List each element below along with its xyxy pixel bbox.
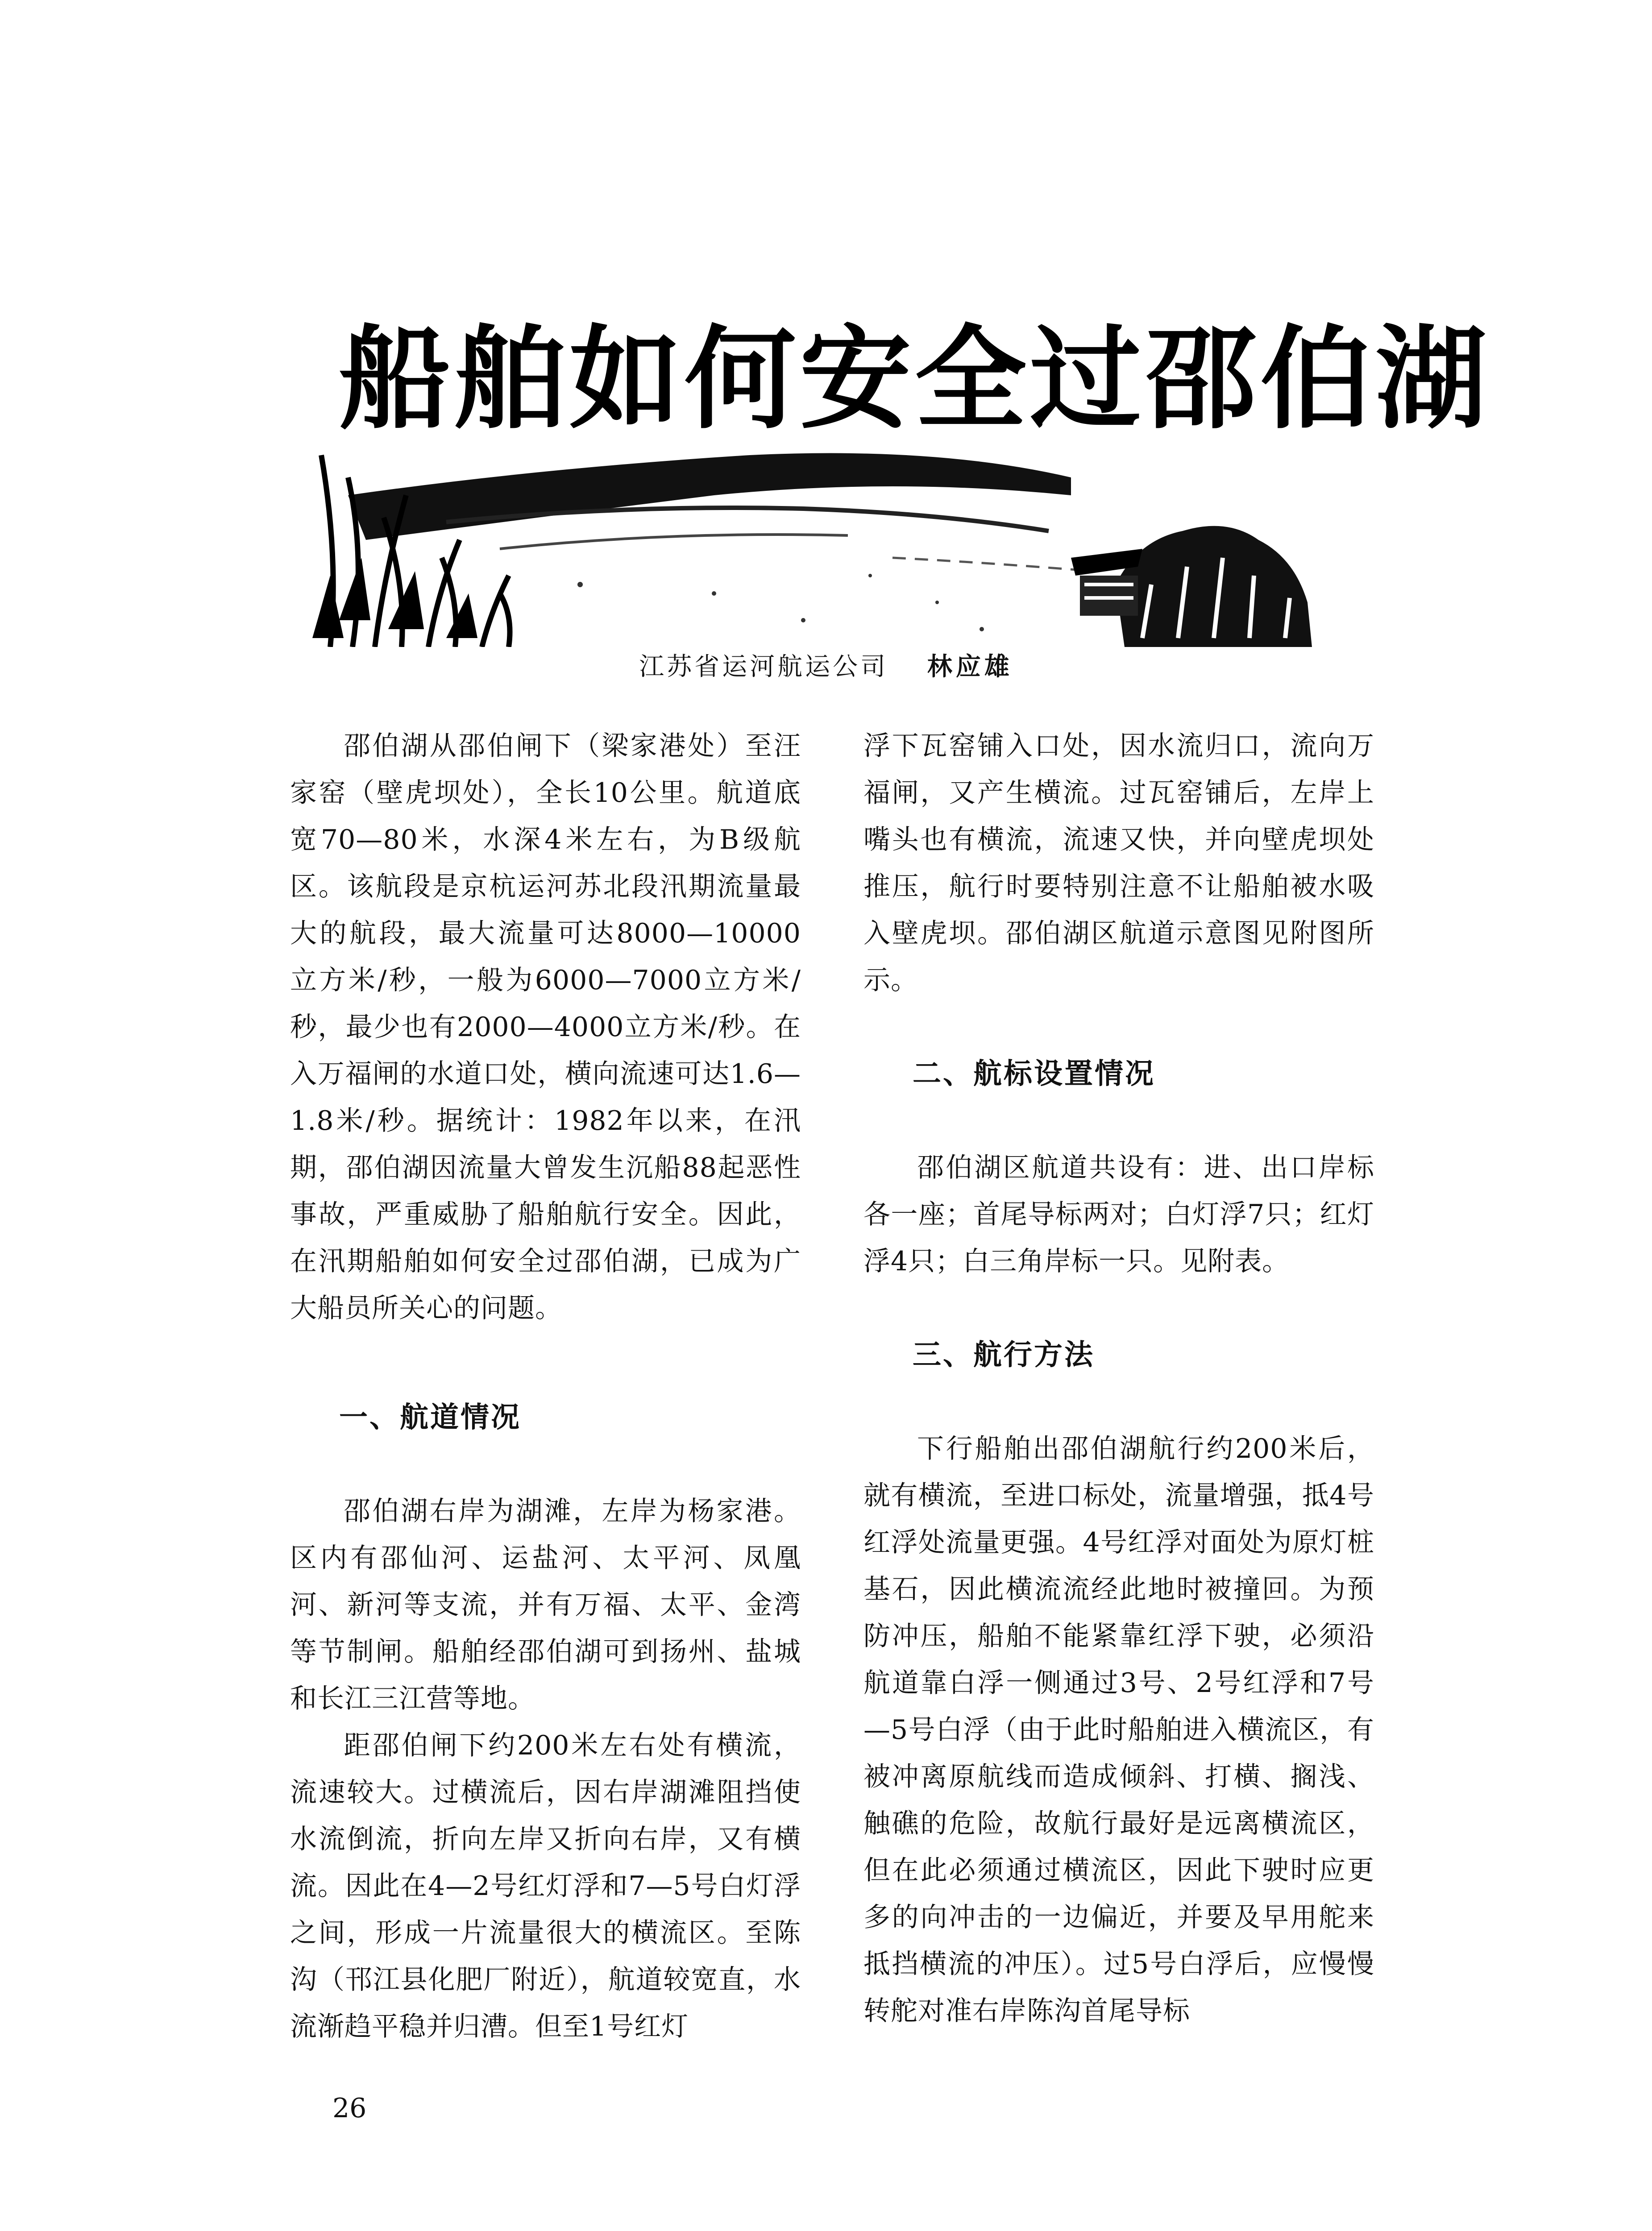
- right-column: [863, 723, 1374, 2035]
- paragraph: 邵伯湖右岸为湖滩，左岸为杨家港。区内有邵仙河、运盐河、太平河、凤凰河、新河等支流，并有万福、太平、金湾等节制闸。船舶经邵伯湖可到扬州、盐城和长江三江营等地。: [290, 1496, 801, 1714]
- byline: [0, 649, 1652, 685]
- author-name: 林应雄: [927, 652, 1013, 681]
- left-column: [290, 723, 801, 2050]
- section-heading: 三、航行方法: [913, 1339, 1095, 1372]
- paragraph: 下行船舶出邵伯湖航行约200米后，就有横流，至进口标处，流量增强，抵4号红浮处流量更强。4号红浮对面处为原灯桩基石，因此横流流经此地时被撞回。为预防冲压，船舶不能紧靠红浮下驶，必须沿航道靠白浮一侧通过3号、2号红浮和7号—5号白浮（由于此时船舶进入横流区，有被冲离原航线而造成倾斜、打横、搁浅、触礁的危险，故航行最好是远离横流区，但在此必须通过横流区，因此下驶时应更多的向冲击的一边偏近，并要及早用舵来抵挡横流的冲压）。过5号白浮后，应慢慢转舵对准右岸陈沟首尾导标: [863, 1433, 1374, 2027]
- section-heading: 一、航道情况: [339, 1401, 521, 1434]
- article-title: 船舶如何安全过邵伯湖: [339, 314, 1490, 444]
- section-heading: 二、航标设置情况: [913, 1057, 1155, 1091]
- author-organization: 江苏省运河航运公司: [639, 652, 888, 681]
- paragraph: 邵伯湖区航道共设有：进、出口岸标各一座；首尾导标两对；白灯浮7只；红灯浮4只；白三角岸标一只。见附表。: [863, 1152, 1374, 1277]
- paragraph: 浮下瓦窑铺入口处，因水流归口，流向万福闸，又产生横流。过瓦窑铺后，左岸上嘴头也有横流，流速又快，并向壁虎坝处推压，航行时要特别注意不让船舶被水吸入壁虎坝。邵伯湖区航道示意图见附图所示。: [863, 730, 1374, 996]
- page-number: 26: [332, 2093, 367, 2124]
- paragraph: 邵伯湖从邵伯闸下（梁家港处）至汪家窑（壁虎坝处），全长10公里。航道底宽70—80米，水深4米左右，为B级航区。该航段是京杭运河苏北段汛期流量最大的航段，最大流量可达8000—10000立方米/秒，一般为6000—7000立方米/秒，最少也有2000—4000立方米/秒。在入万福闸的水道口处，横向流速可达1.6—1.8米/秒。据统计：1982年以来，在汛期，邵伯湖因流量大曾发生沉船88起恶性事故，严重威胁了船舶航行安全。因此，在汛期船舶如何安全过邵伯湖，已成为广大船员所关心的问题。: [290, 730, 801, 1324]
- paragraph: 距邵伯闸下约200米左右处有横流，流速较大。过横流后，因右岸湖滩阻挡使水流倒流，折向左岸又折向右岸，又有横流。因此在4—2号红灯浮和7—5号白灯浮之间，形成一片流量很大的横流区。至陈沟（邗江县化肥厂附近），航道较宽直，水流渐趋平稳并归漕。但至1号红灯: [290, 1730, 801, 2042]
